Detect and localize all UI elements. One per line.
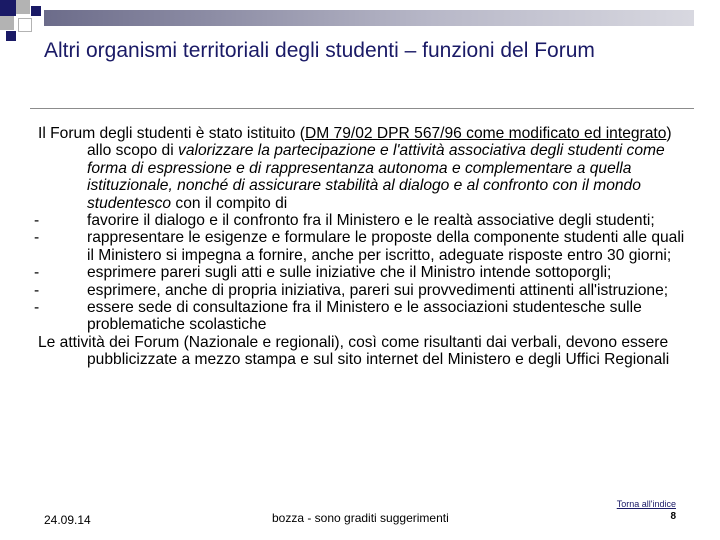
intro-paragraph (38, 125, 688, 212)
footer-note: bozza - sono graditi suggerimenti (272, 511, 449, 525)
closing-paragraph: Le attività dei Forum (Nazionale e regionali), così come risultanti dai verbali, devono essere pubblicizzate a mezzo stampa e sul sito internet del Ministero e degli Uffici Regionali (38, 333, 670, 369)
list-item-text: favorire il dialogo e il confronto fra il Ministero e le realtà associative degli studenti; (87, 212, 655, 230)
intro-text: Il Forum degli studenti è stato istituito ( (38, 125, 305, 142)
list-item-text: esprimere pareri sugli atti e sulle iniziative che il Ministro intende sottoporgli; (87, 264, 612, 282)
page-title: Altri organismi territoriali degli studenti – funzioni del Forum (44, 39, 595, 62)
slide-body (34, 125, 688, 369)
intro-text-end: con il compito di (171, 194, 288, 212)
header-band (44, 10, 694, 26)
decree-link[interactable]: DM 79/02 DPR 567/96 come modificato ed integrato (304, 125, 667, 142)
bullet-dash: - (34, 299, 40, 317)
footer-date: 24.09.14 (44, 513, 91, 527)
list-item-text: esprimere, anche di propria iniziativa, pareri sui provvedimenti attinenti all'istruzione; (87, 281, 669, 299)
list-item-text: essere sede di consultazione fra il Ministero e le associazioni studentesche sulle problematiche scolastiche (87, 299, 642, 334)
bullet-dash: - (34, 264, 40, 282)
page-number: 8 (670, 511, 676, 522)
back-to-index-link[interactable]: Torna all'indice (616, 499, 676, 509)
list-item (34, 299, 688, 334)
bullet-dash: - (34, 229, 40, 247)
list-item (34, 264, 688, 282)
title-divider (30, 108, 694, 109)
list-item (34, 281, 688, 299)
list-item (34, 229, 688, 264)
bullet-dash: - (34, 281, 40, 299)
list-item-text: rappresentare le esigenze e formulare le proposte della componente studenti alle quali il Ministero si impegna a fornire, anche per iscritto, adeguate risposte entro 30 giorni; (87, 229, 685, 264)
list-item (34, 212, 688, 230)
bullet-dash: - (34, 212, 40, 230)
intro-italic-text: valorizzare la partecipazione e l'attività associativa degli studenti come forma di espressione e di rappresentanza autonoma e complementare a quella istituzionale, nonché di assicurare stabilità al dialogo e al confronto con il mondo studentesco (87, 142, 665, 212)
intro-text-mid: ) allo scopo di (87, 125, 672, 160)
